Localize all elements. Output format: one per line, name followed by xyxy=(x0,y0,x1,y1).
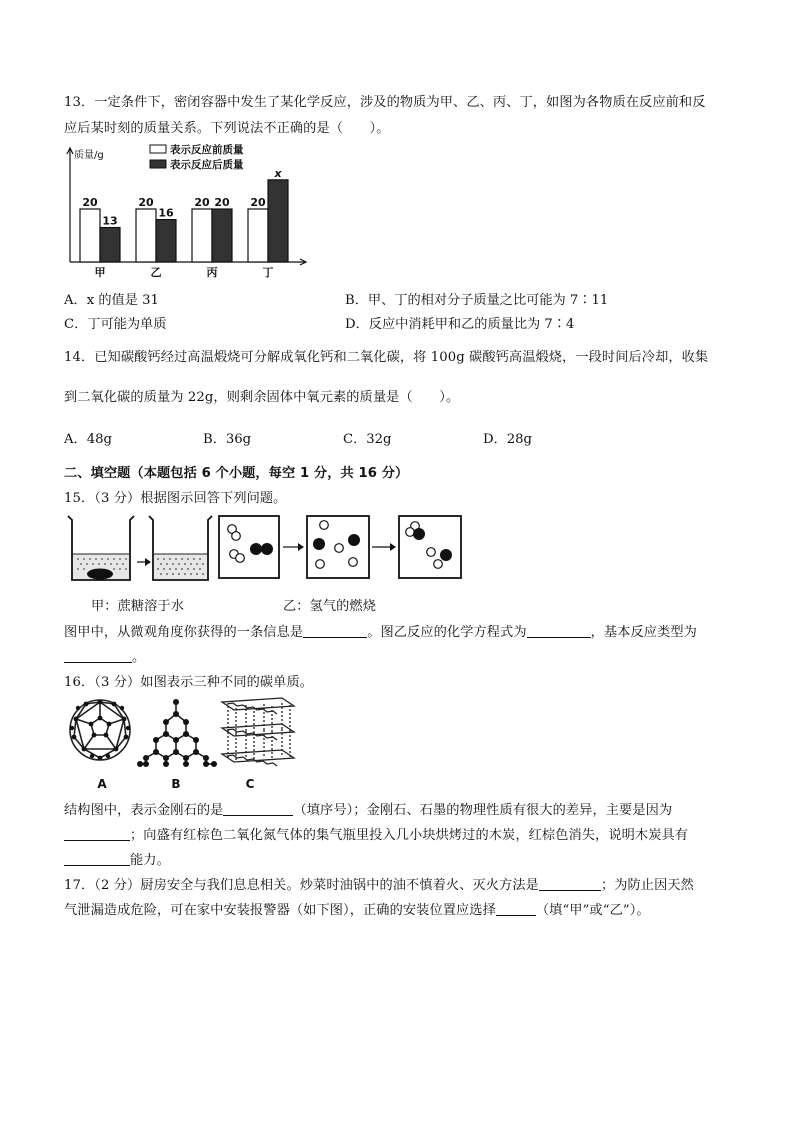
bar-value-label-after-1: 16 xyxy=(158,206,174,220)
bar-value-label-before-2: 20 xyxy=(194,196,210,209)
q16-line3 xyxy=(64,824,688,843)
q17-answer-blank-1[interactable] xyxy=(539,876,601,891)
q13-option-b: B．甲、丁的相对分子质量之比可能为 7∶11 xyxy=(345,293,609,308)
q15-stem-line1: 15．（3 分）根据图示回答下列问题。 xyxy=(64,491,287,506)
bar-value-label-before-0: 20 xyxy=(82,196,98,209)
legend-label-after: 表示反应后质量 xyxy=(170,159,244,171)
bar-before-2 xyxy=(192,209,212,262)
legend-swatch-after xyxy=(150,160,166,168)
bar-value-label-after-3: x xyxy=(274,166,282,180)
legend-label-before: 表示反应前质量 xyxy=(170,144,244,156)
q13-bar-chart xyxy=(62,140,312,280)
q14-option-b: B．36g xyxy=(203,432,252,447)
q13-option-d: D．反应中消耗甲和乙的质量比为 7∶4 xyxy=(345,317,575,332)
bar-before-0 xyxy=(80,209,100,262)
q13-option-c: C．丁可能为单质 xyxy=(64,317,167,332)
q17-line2-text-b: （填“甲”或“乙”）。 xyxy=(535,903,650,918)
structure-label-b: B xyxy=(171,777,181,791)
bar-after-3 xyxy=(268,180,288,262)
q17-line2 xyxy=(64,899,650,918)
q14-stem-line1: 14．已知碳酸钙经过高温煅烧可分解成氧化钙和二氧化碳，将 100g 碳酸钙高温煅烧，一段时间后冷却，收集 xyxy=(64,350,709,365)
q14-option-d: D．28g xyxy=(483,432,532,447)
legend-swatch-before xyxy=(150,145,166,153)
bar-value-label-before-1: 20 xyxy=(138,196,154,209)
q15-answer-blank-3[interactable] xyxy=(64,648,132,663)
q17-line1-text-b: ；为防止因天然 xyxy=(600,878,694,893)
bar-before-3 xyxy=(248,209,268,262)
diamond-structure-icon xyxy=(137,699,217,767)
q15-figure xyxy=(64,512,464,588)
category-label-0: 甲 xyxy=(94,266,106,279)
q16-answer-blank-2[interactable] xyxy=(64,826,130,841)
q15-line2-text-c: ，基本反应类型为 xyxy=(590,625,697,640)
bar-after-1 xyxy=(156,220,176,262)
q15-answer-blank-2[interactable] xyxy=(527,623,591,638)
q14-stem-line2: 到二氧化碳的质量为 22g，则剩余固体中氧元素的质量是（ ）。 xyxy=(64,390,460,405)
molecule-box-reactants-icon xyxy=(219,516,279,578)
q16-line4 xyxy=(64,849,170,868)
graphite-layers-icon xyxy=(222,698,294,766)
molecule-box-products-icon xyxy=(399,516,461,578)
q15-line2 xyxy=(64,621,697,640)
q16-line2-text-a: 结构图中，表示金刚石的是 xyxy=(64,803,224,818)
bar-value-label-after-2: 20 xyxy=(214,196,230,209)
category-label-2: 丙 xyxy=(206,266,218,279)
q16-line2 xyxy=(64,799,672,818)
q16-carbon-structures-figure xyxy=(64,692,304,794)
q14-option-a: A．48g xyxy=(64,432,112,447)
q17-line2-text-a: 气泄漏造成危险，可在家中安装报警器（如下图），正确的安装位置应选择 xyxy=(64,903,496,918)
q15-caption-b: 乙：氢气的燃烧 xyxy=(283,599,377,614)
fullerene-c60-icon xyxy=(70,700,130,761)
bar-value-label-before-3: 20 xyxy=(250,196,266,209)
q13-stem-line1: 13．一定条件下，密闭容器中发生了某化学反应，涉及的物质为甲、乙、丙、丁，如图为各物质在反应前和反 xyxy=(64,95,706,110)
q16-answer-blank-3[interactable] xyxy=(64,851,130,866)
y-axis-label: 质量/g xyxy=(74,150,104,161)
q16-stem-line1: 16．（3 分）如图表示三种不同的碳单质。 xyxy=(64,675,314,690)
structure-label-a: A xyxy=(97,777,107,791)
bar-before-1 xyxy=(136,209,156,262)
q15-answer-blank-1[interactable] xyxy=(303,623,367,638)
q13-stem-line2: 应后某时刻的质量关系。下列说法不正确的是（ ）。 xyxy=(64,121,390,136)
q15-line3-text: 。 xyxy=(132,650,146,665)
bar-after-0 xyxy=(100,228,120,262)
category-label-1: 乙 xyxy=(150,266,162,279)
q16-line3-text: ；向盛有红棕色二氧化氮气体的集气瓶里投入几小块烘烤过的木炭，红棕色消失，说明木炭具有 xyxy=(130,828,689,843)
beaker-after-icon xyxy=(149,516,212,580)
q13-option-a: A．x 的值是 31 xyxy=(64,293,159,308)
q16-line4-text: 能力。 xyxy=(130,853,170,868)
structure-label-c: C xyxy=(245,777,255,791)
q14-option-c: C．32g xyxy=(343,432,392,447)
bar-after-2 xyxy=(212,209,232,262)
q17-answer-blank-2[interactable] xyxy=(496,901,536,916)
q15-line2-text-a: 图甲中，从微观角度你获得的一条信息是 xyxy=(64,625,304,640)
category-label-3: 丁 xyxy=(262,266,274,279)
q15-line2-text-b: 。图乙反应的化学方程式为 xyxy=(367,625,527,640)
q16-answer-blank-1[interactable] xyxy=(223,801,293,816)
molecule-box-atoms-icon xyxy=(307,516,369,578)
q15-line3 xyxy=(64,646,145,665)
bar-value-label-after-0: 13 xyxy=(102,214,118,228)
q16-line2-text-b: （填序号）；金刚石、石墨的物理性质有很大的差异，主要是因为 xyxy=(293,803,673,818)
q17-line1-text-a: 17．（2 分）厨房安全与我们息息相关。炒菜时油锅中的油不慎着火、灭火方法是 xyxy=(64,878,539,893)
beaker-before-icon xyxy=(68,516,134,580)
q17-line1 xyxy=(64,874,694,893)
section-title: 二、填空题（本题包括 6 个小题，每空 1 分，共 16 分） xyxy=(64,466,409,481)
q15-caption-a: 甲：蔗糖溶于水 xyxy=(91,599,185,614)
